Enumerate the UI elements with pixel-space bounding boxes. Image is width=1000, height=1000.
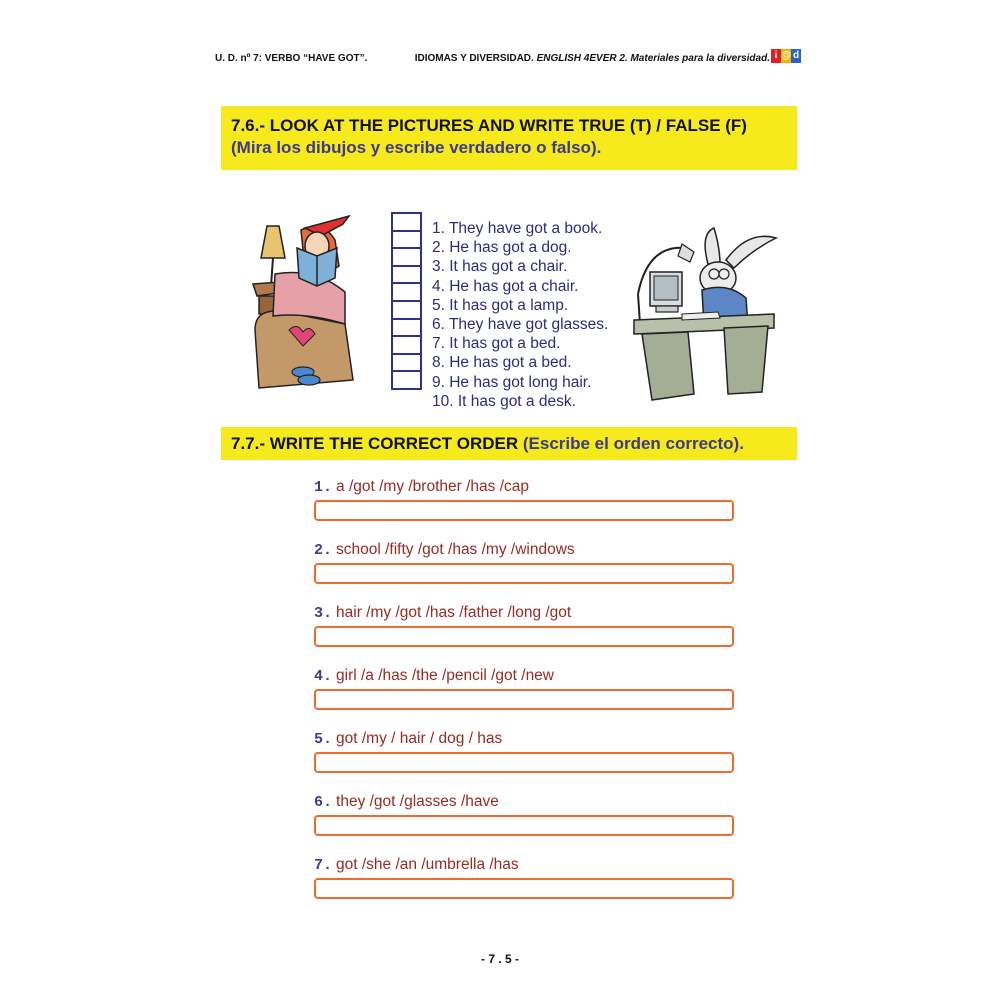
sentence-item: 5. It has got a lamp. <box>432 296 569 314</box>
header-unit-title: U. D. nº 7: VERBO “HAVE GOT”. <box>215 53 368 64</box>
item-number: 1. <box>314 479 333 496</box>
iad-logo <box>771 49 801 63</box>
section-7-7-title-es: (Escribe el orden correcto). <box>522 434 744 453</box>
section-7-7-title <box>231 433 791 455</box>
tf-box[interactable] <box>391 282 422 300</box>
order-exercise-item <box>314 476 734 521</box>
answer-field[interactable] <box>314 689 734 710</box>
answer-field[interactable] <box>314 815 734 836</box>
sentence-item: 6. They have got glasses. <box>432 316 609 334</box>
scrambled-words: a /got /my /brother /has /cap <box>336 478 530 495</box>
tf-box[interactable] <box>391 318 422 336</box>
item-number: 7. <box>314 857 333 874</box>
tf-box[interactable] <box>391 265 422 283</box>
logo-letter-at: @ <box>781 50 791 61</box>
sentence-item: 10. It has got a desk. <box>432 392 576 410</box>
scrambled-words: they /got /glasses /have <box>336 793 499 810</box>
order-exercise-item <box>314 665 734 710</box>
order-exercise-item <box>314 854 734 899</box>
true-false-answer-boxes[interactable] <box>391 212 422 408</box>
page-number: - 7 . 5 - <box>480 952 519 966</box>
true-false-sentence-list <box>432 219 608 411</box>
sentence-item: 4. He has got a chair. <box>432 277 579 295</box>
tf-box[interactable] <box>391 247 422 265</box>
sentence-item: 8. He has got a bed. <box>432 354 572 372</box>
section-7-7-title-en: 7.7.- WRITE THE CORRECT ORDER <box>231 434 519 453</box>
section-7-6-banner <box>221 106 797 170</box>
section-7-6-title <box>231 115 791 159</box>
tf-box[interactable] <box>391 353 422 371</box>
dog-at-computer-desk-illustration <box>628 224 778 404</box>
order-exercise-item <box>314 539 734 584</box>
section-7-6-title-es: (Mira los dibujos y escribe verdadero o falso). <box>231 138 602 157</box>
tf-box[interactable] <box>391 300 422 318</box>
tf-box[interactable] <box>391 335 422 353</box>
section-7-6-title-en: 7.6.- LOOK AT THE PICTURES AND WRITE TRUE (T) / FALSE (F) <box>231 116 747 135</box>
section-7-7-banner <box>221 427 797 460</box>
sentence-item: 9. He has got long hair. <box>432 373 592 391</box>
order-exercise-item <box>314 602 734 647</box>
logo-letter-i: i <box>771 49 781 63</box>
item-number: 3. <box>314 605 333 622</box>
answer-field[interactable] <box>314 626 734 647</box>
tf-box[interactable] <box>391 230 422 248</box>
scrambled-words: hair /my /got /has /father /long /got <box>336 604 572 621</box>
sentence-item: 1. They have got a book. <box>432 220 603 237</box>
answer-field[interactable] <box>314 500 734 521</box>
header-book-title-italic: ENGLISH 4EVER 2. Materiales para la diversidad. <box>536 53 770 64</box>
scrambled-words: got /my / hair / dog / has <box>336 730 503 747</box>
scrambled-words: school /fifty /got /has /my /windows <box>336 541 575 558</box>
item-number: 2. <box>314 542 333 559</box>
sentence-item: 2. He has got a dog. <box>432 239 572 257</box>
item-number: 5. <box>314 731 333 748</box>
sentence-item: 3. It has got a chair. <box>432 258 568 276</box>
logo-letter-d: d <box>792 50 800 61</box>
girl-reading-on-bed-illustration <box>245 212 360 392</box>
header-book-title <box>415 53 770 64</box>
tf-box[interactable] <box>391 212 422 230</box>
tf-box[interactable] <box>391 370 422 390</box>
header-book-title-normal: IDIOMAS Y DIVERSIDAD. <box>414 53 537 64</box>
item-number: 4. <box>314 668 333 685</box>
answer-field[interactable] <box>314 563 734 584</box>
sentence-item: 7. It has got a bed. <box>432 335 561 353</box>
scrambled-words: got /she /an /umbrella /has <box>336 856 519 873</box>
order-exercise-item <box>314 791 734 836</box>
order-exercise-item <box>314 728 734 773</box>
item-number: 6. <box>314 794 333 811</box>
answer-field[interactable] <box>314 878 734 899</box>
scrambled-words: girl /a /has /the /pencil /got /new <box>336 667 554 684</box>
answer-field[interactable] <box>314 752 734 773</box>
